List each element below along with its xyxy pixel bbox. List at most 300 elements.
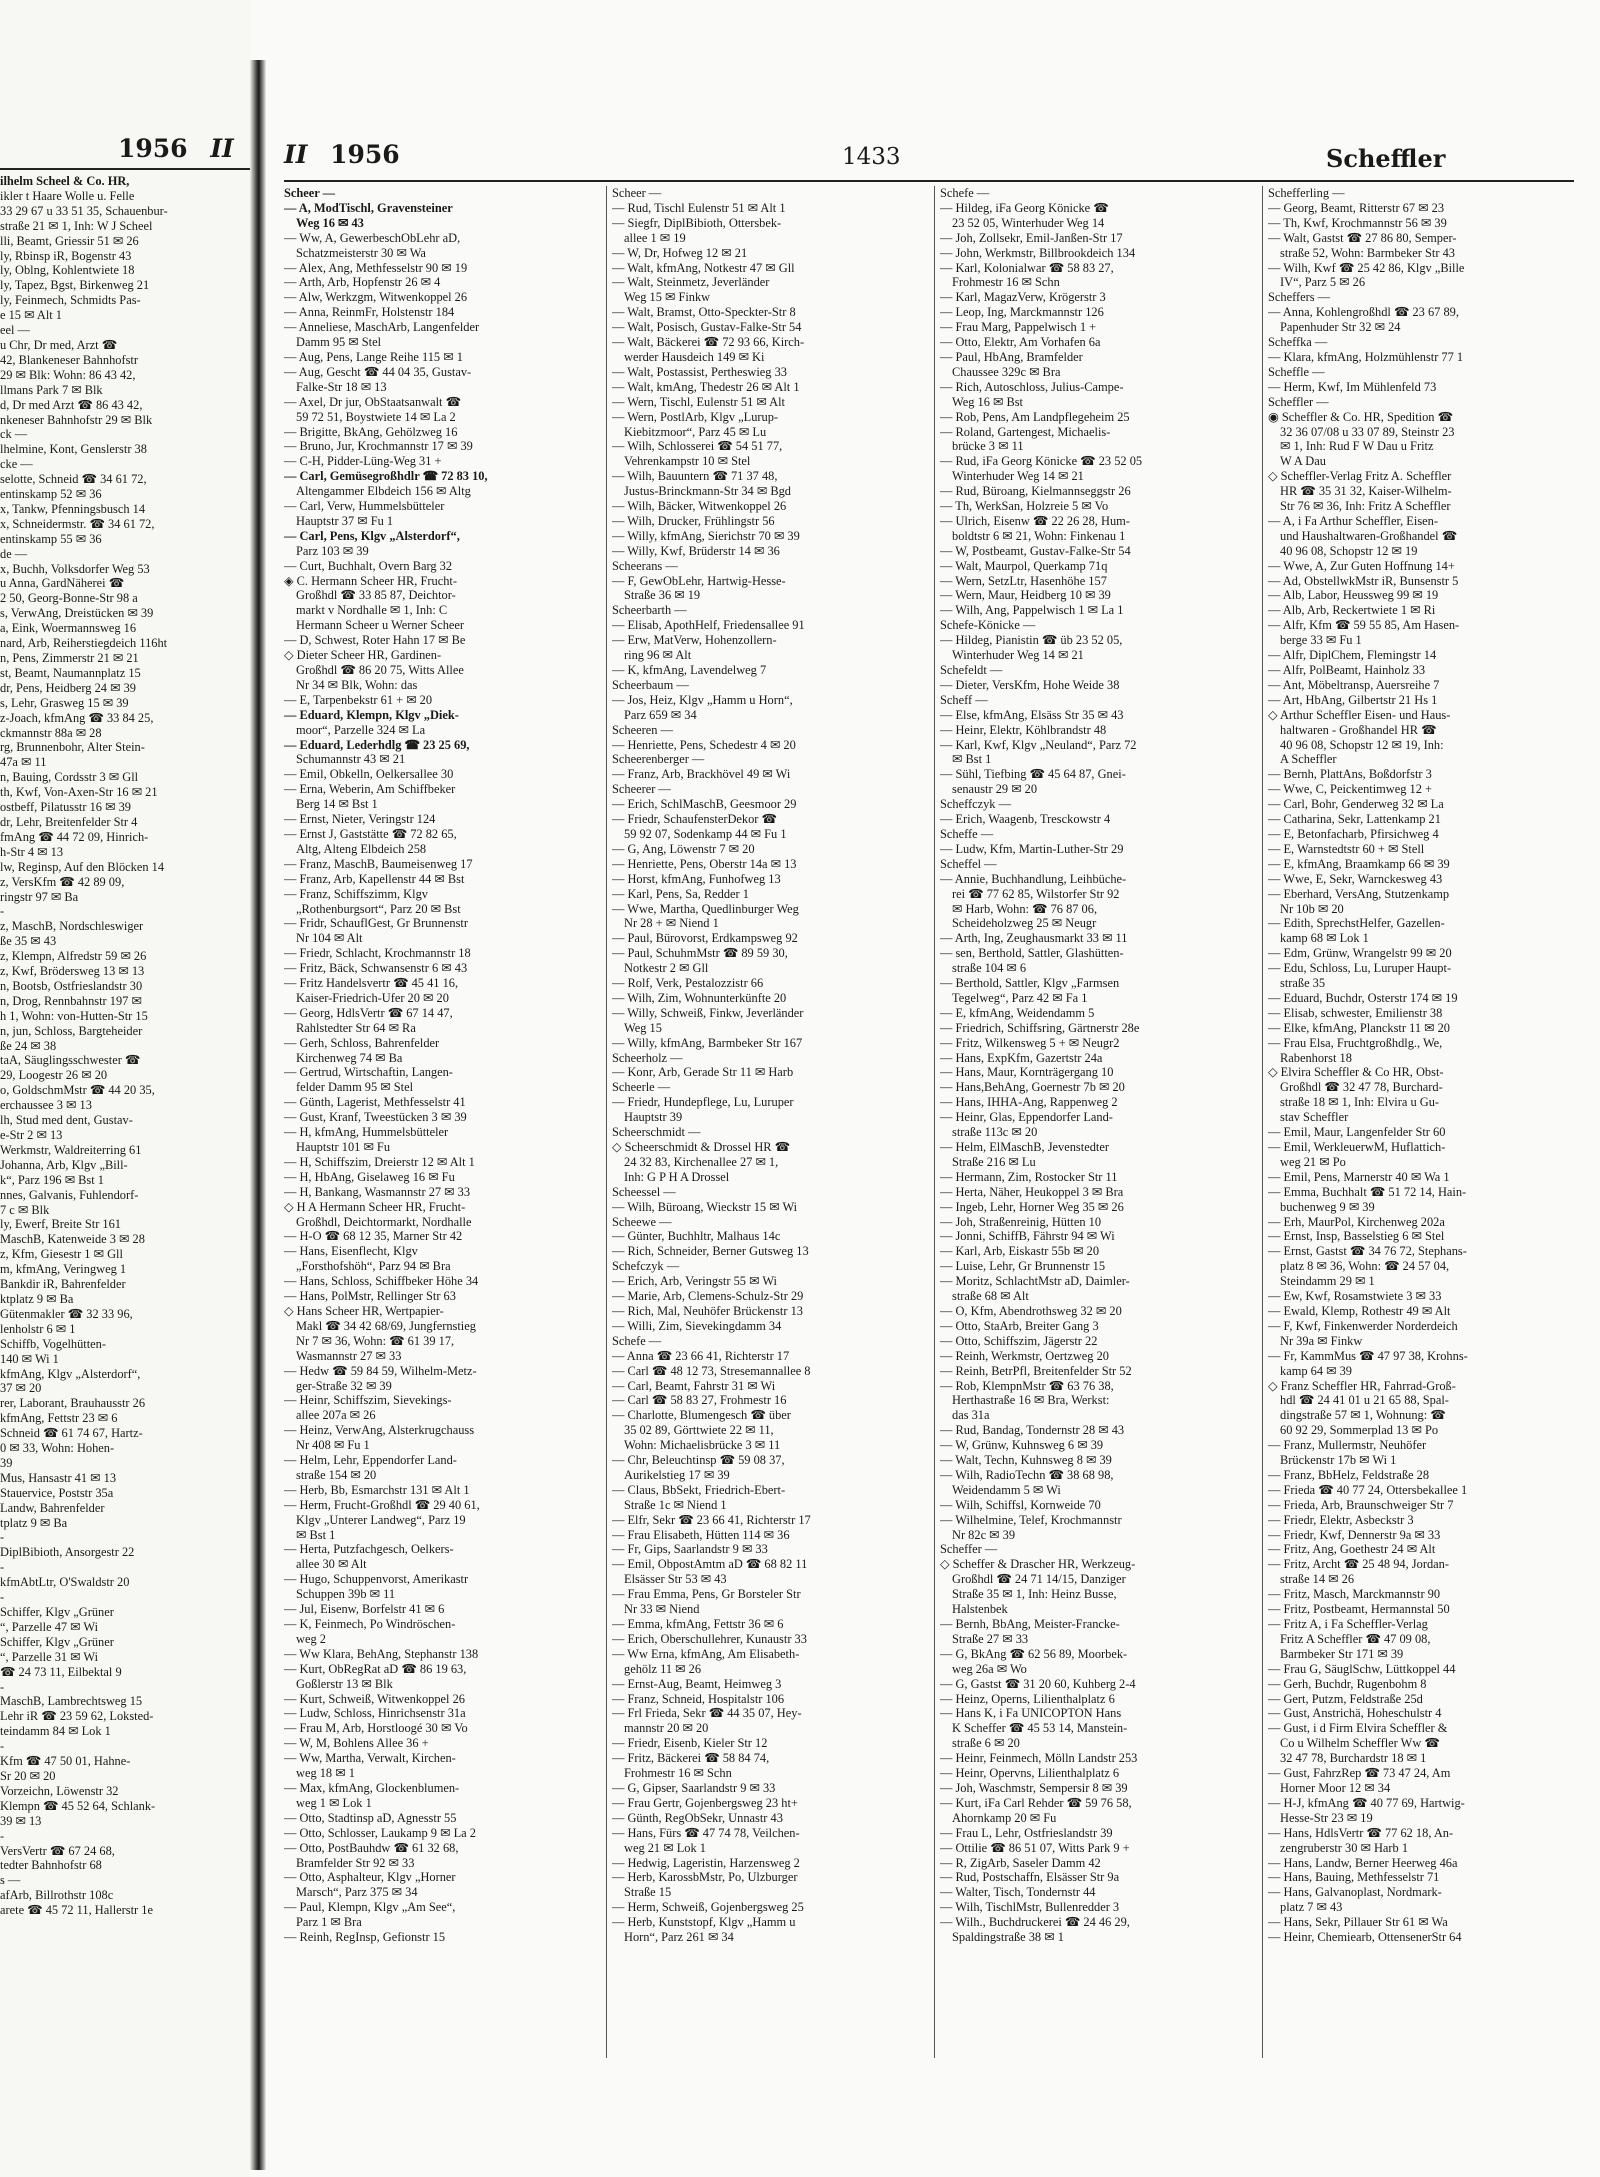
directory-entry-line: — Kurt, Schweiß, Witwenkoppel 26: [284, 1691, 465, 1706]
directory-entry-line: — Walt, Gastst ☎ 27 86 80, Semper-: [1268, 230, 1457, 245]
directory-entry-line: Horn“, Parz 261 ✉ 34: [624, 1930, 734, 1945]
directory-entry-line: 32 47 78, Burchardstr 18 ✉ 1: [1280, 1751, 1427, 1766]
directory-entry-line: straße 113c ✉ 20: [952, 1125, 1038, 1140]
directory-entry-line: llmans Park 7 ✉ Blk: [0, 382, 103, 397]
directory-entry-line: — Friedr, SchaufensterDekor ☎: [612, 812, 777, 827]
directory-entry-line: Nr 34 ✉ Blk, Wohn: das: [296, 677, 418, 692]
directory-entry-line: — Claus, BbSekt, Friedrich-Ebert-: [612, 1482, 786, 1497]
directory-entry-line: — Friedr, Kwf, Dennerstr 9a ✉ 33: [1268, 1527, 1441, 1542]
directory-entry-line: — Wern, Maur, Heidberg 10 ✉ 39: [940, 588, 1111, 603]
directory-entry-line: — Wilh, Kwf ☎ 25 42 86, Klgv „Bille: [1268, 260, 1465, 275]
directory-entry-line: — E, Warnstedtstr 60 + ✉ Stell: [1268, 841, 1425, 856]
directory-entry-line: -: [0, 904, 5, 919]
directory-entry-line: HR ☎ 35 31 32, Kaiser-Wilhelm-: [1280, 484, 1452, 499]
directory-entry-line: Nr 10b ✉ 20: [1280, 901, 1344, 916]
directory-entry-line: k“, Parz 196 ✉ Bst 1: [0, 1172, 104, 1187]
directory-entry-line: — Kurt, iFa Carl Rehder ☎ 59 76 58,: [940, 1795, 1132, 1810]
directory-entry-line: Scheideholzweg 25 ✉ Neugr: [952, 916, 1097, 931]
directory-entry-line: — Heinr, Elektr, Köhlbrandstr 48: [940, 722, 1107, 737]
directory-entry-line: — Franz, MaschB, Baumeisenweg 17: [284, 856, 473, 871]
directory-entry-line: Winterhuder Weg 14 ✉ 21: [952, 469, 1084, 484]
directory-entry-line: — Franz, Schiffszimm, Klgv: [284, 886, 428, 901]
directory-entry-line: — Alfr, DiplChem, Flemingstr 14: [1268, 648, 1437, 663]
directory-entry-line: — Otto, PostBauhdw ☎ 61 32 68,: [284, 1840, 459, 1855]
directory-entry-line: — H-J, kfmAng ☎ 40 77 69, Hartwig-: [1268, 1795, 1465, 1810]
directory-entry-line: — Gust, i d Firm Elvira Scheffler &: [1268, 1721, 1448, 1736]
directory-entry-line: ✉ Bst 1: [952, 752, 992, 767]
directory-entry-line: Johanna, Arb, Klgv „Bill-: [0, 1157, 128, 1172]
directory-entry-line: 24 32 83, Kirchenallee 27 ✉ 1,: [624, 1154, 779, 1169]
directory-entry-line: — Carl ☎ 58 83 27, Frohmestr 16: [612, 1393, 787, 1408]
directory-entry-line: Scheffle —: [1268, 364, 1325, 379]
directory-entry-line: — Catharina, Sekr, Lattenkamp 21: [1268, 812, 1441, 827]
directory-entry-line: — Walter, Tisch, Tondernstr 44: [940, 1885, 1096, 1900]
directory-entry-line: — Hans, Bauing, Methfesselstr 71: [1268, 1870, 1440, 1885]
directory-entry-line: — Friedrich, Schiffsring, Gärtnerstr 28e: [940, 1020, 1140, 1035]
directory-entry-line: weg 1 ✉ Lok 1: [296, 1795, 372, 1810]
directory-entry-line: weg 21 ✉ Po: [1280, 1154, 1346, 1169]
directory-entry-line: — D, Schwest, Roter Hahn 17 ✉ Be: [284, 633, 466, 648]
directory-entry-line: Werkmstr, Waldreiterring 61: [0, 1142, 142, 1157]
directory-entry-line: — Luise, Lehr, Gr Brunnenstr 15: [940, 1259, 1106, 1274]
column-divider-3: [1262, 186, 1263, 2058]
directory-entry-line: boldtstr 6 ✉ 21, Wohn: Finkenau 1: [952, 528, 1126, 543]
directory-entry-line: Scheeren —: [612, 722, 673, 737]
directory-entry-line: Scheerbarth —: [612, 603, 687, 618]
column-2: [612, 186, 928, 2066]
directory-entry-line: dr, Lehr, Breitenfelder Str 4: [0, 814, 138, 829]
directory-entry-line: — Wwe, E, Sekr, Warnckesweg 43: [1268, 871, 1443, 886]
directory-entry-line: arete ☎ 45 72 11, Hallerstr 1e: [0, 1903, 153, 1918]
directory-entry-line: — G, Gastst ☎ 31 20 60, Kuhberg 2-4: [940, 1676, 1136, 1691]
directory-entry-line: — Jonni, SchiffB, Fährstr 94 ✉ Wi: [940, 1229, 1115, 1244]
directory-entry-line: — Jul, Eisenw, Borfelstr 41 ✉ 6: [284, 1602, 445, 1617]
directory-entry-line: felder Damm 95 ✉ Stel: [296, 1080, 414, 1095]
directory-entry-line: e 15 ✉ Alt 1: [0, 308, 63, 323]
directory-entry-line: teindamm 84 ✉ Lok 1: [0, 1724, 111, 1739]
directory-entry-line: n, Bauing, Cordsstr 3 ✉ Gll: [0, 770, 139, 785]
directory-entry-line: Hauptstr 37 ✉ Fu 1: [296, 513, 394, 528]
directory-entry-line: — Günter, Buchhltr, Malhaus 14c: [612, 1229, 781, 1244]
directory-entry-line: — Siegfr, DiplBibioth, Ottersbek-: [612, 215, 782, 230]
directory-entry-line: Rahlstedter Str 64 ✉ Ra: [296, 1020, 416, 1035]
directory-entry-line: ☎ 24 73 11, Eilbektal 9: [0, 1664, 122, 1679]
directory-entry-line: Aurikelstieg 17 ✉ 39: [624, 1467, 730, 1482]
directory-entry-line: — Edith, SprechstHelfer, Gazellen-: [1268, 916, 1445, 931]
directory-entry-line: — Curt, Buchhalt, Overn Barg 32: [284, 558, 453, 573]
directory-entry-line: Scheffers —: [1268, 290, 1331, 305]
directory-entry-line: Gütenmakler ☎ 32 33 96,: [0, 1306, 133, 1321]
directory-entry-line: — Wilh, Schiffsl, Kornweide 70: [940, 1497, 1101, 1512]
directory-entry-line: straße 21 ✉ 1, Inh: W J Scheel: [0, 218, 153, 233]
directory-entry-line: z-Joach, kfmAng ☎ 33 84 25,: [0, 710, 154, 725]
directory-entry-line: platz 7 ✉ 43: [1280, 1900, 1343, 1915]
directory-entry-line: 32 36 07/08 u 33 07 89, Steinstr 23: [1280, 424, 1455, 439]
directory-entry-line: Straße 216 ✉ Lu: [952, 1154, 1036, 1169]
directory-entry-line: ckmannstr 88a ✉ 28: [0, 725, 102, 740]
directory-entry-line: — E, kfmAng, Weidendamm 5: [940, 1005, 1095, 1020]
directory-entry-line: Altg, Alteng Elbdeich 258: [296, 841, 427, 856]
directory-entry-line: Scheer —: [284, 186, 336, 200]
directory-entry-line: ◇ Scheffler-Verlag Fritz A. Scheffler: [1268, 469, 1452, 484]
directory-entry-line: — Emil, Pens, Marnerstr 40 ✉ Wa 1: [1268, 1169, 1450, 1184]
left-page: [0, 0, 250, 2177]
directory-entry-line: „Rothenburgsort“, Parz 20 ✉ Bst: [296, 901, 461, 916]
directory-entry-line: z, Kwf, Brödersweg 13 ✉ 13: [0, 964, 145, 979]
directory-entry-line: — Brigitte, BkAng, Gehölzweg 16: [284, 424, 458, 439]
directory-entry-line: n, Drog, Rennbahnstr 197 ✉: [0, 993, 142, 1008]
directory-entry-line: MaschB, Katenweide 3 ✉ 28: [0, 1232, 145, 1247]
directory-entry-line: — H, HbAng, Giselaweg 16 ✉ Fu: [284, 1169, 455, 1184]
directory-entry-line: Herthastraße 16 ✉ Bra, Werkst:: [952, 1393, 1110, 1408]
directory-entry-line: — Elisab, schwester, Emilienstr 38: [1268, 1005, 1443, 1020]
directory-entry-line: — Hugo, Schuppenvorst, Amerikastr: [284, 1572, 469, 1587]
directory-entry-line: Schefe —: [612, 1333, 662, 1348]
directory-entry-line: das 31a: [952, 1408, 990, 1423]
directory-entry-line: — Frau L, Lehr, Ostfrieslandstr 39: [940, 1825, 1113, 1840]
directory-entry-line: Tegelweg“, Parz 42 ✉ Fa 1: [952, 990, 1088, 1005]
directory-entry-line: Altengammer Elbdeich 156 ✉ Altg: [296, 484, 471, 499]
directory-entry-line: — Heinr, Glas, Eppendorfer Land-: [940, 1110, 1113, 1125]
directory-entry-line: Schneid ☎ 61 74 67, Hartz-: [0, 1426, 143, 1441]
directory-entry-line: taA, Säuglingsschwester ☎: [0, 1053, 141, 1068]
directory-entry-line: Nr 104 ✉ Alt: [296, 931, 363, 946]
directory-entry-line: Schefferling —: [1268, 186, 1345, 200]
column-divider-1: [606, 186, 607, 2058]
directory-entry-line: — Paul, HbAng, Bramfelder: [940, 349, 1083, 364]
directory-entry-line: — Gert, Putzm, Feldstraße 25d: [1268, 1691, 1423, 1706]
directory-entry-line: — Hans, ExpKfm, Gazertstr 24a: [940, 1050, 1103, 1065]
directory-entry-line: — Wilh, TischlMstr, Bullenredder 3: [940, 1900, 1120, 1915]
directory-entry-line: Steindamm 29 ✉ 1: [1280, 1274, 1375, 1289]
directory-entry-line: o, GoldschmMstr ☎ 44 20 35,: [0, 1083, 155, 1098]
directory-entry-line: Scheffel —: [940, 856, 997, 871]
directory-entry-line: Großhdl, Deichtormarkt, Nordhalle: [296, 1214, 472, 1229]
directory-entry-line: — R, ZigArb, Saseler Damm 42: [940, 1855, 1101, 1870]
directory-entry-line: — John, Werkmstr, Billbrookdeich 134: [940, 245, 1136, 260]
directory-entry-line: — Th, Kwf, Krochmannstr 56 ✉ 39: [1268, 215, 1447, 230]
directory-entry-line: — Frau Marg, Pappelwisch 1 +: [940, 320, 1097, 335]
directory-entry-line: — Rud, Büroang, Kielmannseggstr 26: [940, 484, 1131, 499]
right-page: [266, 0, 1600, 2177]
directory-entry-line: Kirchenweg 74 ✉ Ba: [296, 1050, 403, 1065]
directory-entry-line: — Heinr, Chemiearb, OttensenerStr 64: [1268, 1930, 1462, 1945]
directory-entry-line: ringstr 97 ✉ Ba: [0, 889, 79, 904]
directory-entry-line: Weg 16 ✉ Bst: [952, 394, 1023, 409]
directory-entry-line: entinskamp 55 ✉ 36: [0, 531, 102, 546]
directory-entry-line: — Fritz, Postbeamt, Hermannstal 50: [1268, 1602, 1450, 1617]
directory-entry-line: — Arth, Ing, Zeughausmarkt 33 ✉ 11: [940, 931, 1128, 946]
directory-entry-line: — Alb, Arb, Reckertwiete 1 ✉ Ri: [1268, 603, 1436, 618]
directory-entry-line: — W, M, Bohlens Allee 36 +: [284, 1736, 429, 1751]
directory-entry-line: nkeneser Bahnhofstr 29 ✉ Blk: [0, 412, 153, 427]
directory-entry-line: — Gerh, Buchdr, Rugenbohm 8: [1268, 1676, 1427, 1691]
directory-entry-line: — Günth, Lagerist, Methfesselstr 41: [284, 1095, 466, 1110]
directory-entry-line: — Emil, Obkelln, Oelkersallee 30: [284, 767, 454, 782]
directory-entry-line: Frohmestr 16 ✉ Schn: [624, 1766, 732, 1781]
directory-entry-line: — Ant, Möbeltransp, Auersreihe 7: [1268, 677, 1440, 692]
directory-entry-line: ße 24 ✉ 38: [0, 1038, 57, 1053]
directory-entry-line: ◇ H A Hermann Scheer HR, Frucht-: [284, 1199, 466, 1214]
directory-entry-line: Winterhuder Weg 14 ✉ 21: [952, 648, 1084, 663]
directory-entry-line: Schiffer, Klgv „Grüner: [0, 1634, 114, 1649]
directory-entry-line: — Heinr, Feinmech, Mölln Landstr 253: [940, 1751, 1138, 1766]
directory-entry-line: z, MaschB, Nordschleswiger: [0, 919, 144, 934]
directory-entry-line: Großhdl ☎ 24 71 14/15, Danziger: [952, 1572, 1126, 1587]
directory-entry-line: Parz 659 ✉ 34: [624, 707, 697, 722]
directory-entry-line: — Rud, Tischl Eulenstr 51 ✉ Alt 1: [612, 200, 786, 215]
directory-entry-line: — Reinh, RegInsp, Gefionstr 15: [284, 1930, 446, 1945]
directory-entry-line: — Frieda, Arb, Braunschweiger Str 7: [1268, 1497, 1454, 1512]
directory-entry-line: Scheffka —: [1268, 335, 1328, 350]
directory-entry-line: 29 ✉ Blk: Wohn: 86 43 42,: [0, 367, 136, 382]
directory-entry-line: — Gust, Kranf, Tweestücken 3 ✉ 39: [284, 1110, 467, 1125]
directory-entry-line: — Franz, Arb, Kapellenstr 44 ✉ Bst: [284, 871, 465, 886]
directory-entry-line: -: [0, 1679, 5, 1694]
directory-entry-line: — Fr, KammMus ☎ 47 97 38, Krohns-: [1268, 1348, 1468, 1363]
directory-entry-line: W A Dau: [1280, 454, 1326, 469]
directory-entry-line: 23 52 05, Winterhuder Weg 14: [952, 215, 1105, 230]
directory-entry-line: lenholstr 6 ✉ 1: [0, 1321, 76, 1336]
directory-entry-line: — Eberhard, VersAng, Stutzenkamp: [1268, 886, 1450, 901]
directory-entry-line: Horner Moor 12 ✉ 34: [1280, 1780, 1391, 1795]
directory-entry-line: ◇ Hans Scheer HR, Wertpapier-: [284, 1303, 444, 1318]
directory-entry-line: — Karl, Kwf, Klgv „Neuland“, Parz 72: [940, 737, 1137, 752]
directory-entry-line: ◈ C. Hermann Scheer HR, Frucht-: [284, 573, 457, 588]
directory-entry-line: Landw, Bahrenfelder: [0, 1500, 105, 1515]
directory-entry-line: — Jos, Heiz, Klgv „Hamm u Horn“,: [612, 692, 793, 707]
directory-entry-line: — Wilhelmine, Telef, Krochmannstr: [940, 1512, 1122, 1527]
directory-entry-line: — Ernst-Aug, Beamt, Heimweg 3: [612, 1676, 782, 1691]
directory-entry-line: lli, Beamt, Griessir 51 ✉ 26: [0, 233, 139, 248]
directory-entry-line: — Axel, Dr jur, ObStaatsanwalt ☎: [284, 394, 462, 409]
directory-entry-line: Straße 15: [624, 1885, 672, 1900]
directory-entry-line: — G, BkAng ☎ 62 56 89, Moorbek-: [940, 1646, 1128, 1661]
directory-entry-line: — Ludw, Schloss, Hinrichsenstr 31a: [284, 1706, 466, 1721]
directory-entry-line: — Carl, Beamt, Fahrstr 31 ✉ Wi: [612, 1378, 776, 1393]
directory-entry-line: 40 96 08, Schopstr 12 ✉ 19, Inh:: [1280, 737, 1444, 752]
directory-entry-line: -: [0, 1560, 5, 1575]
directory-entry-line: lh, Stud med dent, Gustav-: [0, 1113, 133, 1128]
directory-entry-line: Scheerans —: [612, 558, 678, 573]
directory-entry-line: — Gust, FahrzRep ☎ 73 47 24, Am: [1268, 1766, 1451, 1781]
directory-entry-line: — Th, WerkSan, Holzreie 5 ✉ Vo: [940, 499, 1109, 514]
directory-entry-line: — Wilh, Schlosserei ☎ 54 51 77,: [612, 439, 783, 454]
directory-entry-line: Justus-Brinckmann-Str 34 ✉ Bgd: [624, 484, 791, 499]
directory-entry-line: 2 50, Georg-Bonne-Str 98 a: [0, 591, 138, 606]
directory-entry-line: Schefe —: [940, 186, 990, 200]
directory-entry-line: eel —: [0, 323, 30, 338]
directory-entry-line: — Hans K, i Fa UNICOPTON Hans: [940, 1706, 1122, 1721]
directory-entry-line: 7 c ✉ Blk: [0, 1202, 50, 1217]
directory-entry-line: Hesse-Str 23 ✉ 19: [1280, 1810, 1373, 1825]
directory-entry-line: — F, Kwf, Finkenwerder Norderdeich: [1268, 1318, 1458, 1333]
directory-entry-line: Parz 103 ✉ 39: [296, 543, 369, 558]
directory-entry-line: Großhdl ☎ 32 47 78, Burchard-: [1280, 1080, 1443, 1095]
directory-entry-line: — Eduard, Lederhdlg ☎ 23 25 69,: [284, 737, 470, 752]
directory-entry-line: tedter Bahnhofstr 68: [0, 1858, 102, 1873]
directory-entry-line: DiplBibioth, Ansorgestr 22: [0, 1545, 135, 1560]
directory-entry-line: Parz 1 ✉ Bra: [296, 1915, 362, 1930]
directory-entry-line: 37 ✉ 20: [0, 1381, 42, 1396]
directory-entry-line: Schatzmeisterstr 30 ✉ Wa: [296, 245, 426, 260]
directory-entry-line: — Friedr, Schlacht, Krochmannstr 18: [284, 946, 471, 961]
directory-entry-line: Schuppen 39b ✉ 11: [296, 1587, 396, 1602]
directory-entry-line: Straße 1c ✉ Niend 1: [624, 1497, 727, 1512]
directory-entry-line: moor“, Parzelle 324 ✉ La: [296, 722, 426, 737]
directory-entry-line: — Hedw ☎ 59 84 59, Wilhelm-Metz-: [284, 1363, 477, 1378]
directory-entry-line: Makl ☎ 34 42 68/69, Jungfernstieg: [296, 1318, 476, 1333]
directory-entry-line: Schefe-Könicke —: [940, 618, 1036, 633]
directory-entry-line: a, Eink, Woermannsweg 16: [0, 621, 137, 636]
directory-entry-line: — Frau M, Arb, Horstloogé 30 ✉ Vo: [284, 1721, 468, 1736]
directory-entry-line: — Walt, Postassist, Pertheswieg 33: [612, 364, 787, 379]
directory-entry-line: Kaiser-Friedrich-Ufer 20 ✉ 20: [296, 990, 449, 1005]
directory-entry-line: — O, Kfm, Abendrothsweg 32 ✉ 20: [940, 1303, 1122, 1318]
directory-entry-line: zengruberstr 30 ✉ Harb 1: [1280, 1840, 1409, 1855]
directory-entry-line: — Karl, Pens, Sa, Redder 1: [612, 886, 749, 901]
directory-entry-line: — C-H, Pidder-Lüng-Weg 31 +: [284, 454, 442, 469]
directory-entry-line: ly, Tapez, Bgst, Birkenweg 21: [0, 278, 150, 293]
directory-entry-line: — Walt, kfmAng, Notkestr 47 ✉ Gll: [612, 260, 795, 275]
directory-entry-line: — Bernh, PlattAns, Boßdorfstr 3: [1268, 767, 1432, 782]
directory-entry-line: Wasmannstr 27 ✉ 33: [296, 1348, 402, 1363]
directory-entry-line: straße 154 ✉ 20: [296, 1467, 377, 1482]
directory-entry-line: — Wilh, Bauuntern ☎ 71 37 48,: [612, 469, 778, 484]
directory-entry-line: — Erna, Weberin, Am Schiffbeker: [284, 782, 456, 797]
running-head: Scheffler: [1326, 144, 1446, 173]
directory-entry-line: z, Kfm, Giesestr 1 ✉ Gll: [0, 1247, 123, 1262]
directory-entry-line: — K, Feinmech, Po Windröschen-: [284, 1617, 456, 1631]
directory-entry-line: 0 ✉ 33, Wohn: Hohen-: [0, 1441, 115, 1456]
directory-entry-line: — Henriette, Pens, Schedestr 4 ✉ 20: [612, 737, 796, 752]
directory-entry-line: — Klara, kfmAng, Holzmühlenstr 77 1: [1268, 349, 1464, 364]
directory-entry-line: Scheerer —: [612, 782, 671, 797]
directory-entry-line: selotte, Schneid ☎ 34 61 72,: [0, 472, 147, 487]
directory-entry-line: — Horst, kfmAng, Funhofweg 13: [612, 871, 781, 886]
directory-entry-line: — Walt, Maurpol, Querkamp 71q: [940, 558, 1108, 573]
directory-entry-line: de —: [0, 546, 28, 561]
right-header-left: [284, 140, 400, 169]
directory-entry-line: — Herb, Kunststopf, Klgv „Hamm u: [612, 1915, 796, 1930]
directory-entry-line: — Ww, Martha, Verwalt, Kirchen-: [284, 1751, 456, 1766]
directory-entry-line: — W, Grünw, Kuhnsweg 6 ✉ 39: [940, 1438, 1104, 1453]
column-divider-2: [934, 186, 935, 2058]
directory-entry-line: — Walt, Bramst, Otto-Speckter-Str 8: [612, 305, 796, 320]
directory-entry-line: — Edm, Grünw, Wrangelstr 99 ✉ 20: [1268, 946, 1452, 961]
directory-entry-line: Scheerbaum —: [612, 677, 689, 692]
directory-entry-line: x, Tankw, Pfenningsbusch 14: [0, 501, 146, 516]
directory-entry-line: Chaussee 329c ✉ Bra: [952, 364, 1061, 379]
directory-entry-line: — H, Bankang, Wasmannstr 27 ✉ 33: [284, 1184, 471, 1199]
directory-entry-line: — Günth, RegObSekr, Unnastr 43: [612, 1810, 783, 1825]
directory-entry-line: Nr 408 ✉ Fu 1: [296, 1438, 370, 1453]
directory-entry-line: — Franz, BbHelz, Feldstraße 28: [1268, 1467, 1430, 1482]
directory-entry-line: — Herta, Näher, Heukoppel 3 ✉ Bra: [940, 1184, 1124, 1199]
directory-entry-line: Vorzeichn, Löwenstr 32: [0, 1783, 119, 1798]
directory-entry-line: Scheerschmidt —: [612, 1125, 701, 1140]
directory-entry-line: — Alfr, PolBeamt, Hainholz 33: [1268, 663, 1426, 677]
directory-entry-line: — Rob, Pens, Am Landpflegeheim 25: [940, 409, 1130, 424]
directory-entry-line: — Carl, Gemüsegroßhdlr ☎ 72 83 10,: [284, 469, 488, 484]
directory-entry-line: — Fritz A, i Fa Scheffler-Verlag: [1268, 1617, 1428, 1631]
directory-entry-line: — Ww, A, GewerbeschObLehr aD,: [284, 230, 461, 245]
directory-entry-line: Scheerenberger —: [612, 752, 705, 767]
directory-entry-line: ◇ Scheffer & Drascher HR, Werkzeug-: [940, 1557, 1136, 1572]
directory-entry-line: — Annie, Buchhandlung, Leihbüche-: [940, 871, 1127, 886]
directory-entry-line: u Anna, GardNäherei ☎: [0, 576, 125, 591]
directory-entry-line: — Elfr, Sekr ☎ 23 66 41, Richterstr 17: [612, 1512, 811, 1527]
directory-entry-line: Klgv „Unterer Landweg“, Parz 19: [296, 1512, 466, 1527]
directory-entry-line: s —: [0, 1873, 21, 1888]
directory-entry-line: 29, Loogestr 26 ✉ 20: [0, 1068, 108, 1083]
directory-entry-line: stav Scheffler: [1280, 1110, 1349, 1125]
directory-entry-line: — Herta, Putzfachgesch, Oelkers-: [284, 1542, 454, 1557]
directory-entry-line: Elsässer Str 53 ✉ 43: [624, 1572, 727, 1587]
directory-entry-line: afArb, Billrothstr 108c: [0, 1888, 114, 1903]
directory-entry-line: — Franz, Mullermstr, Neuhöfer: [1268, 1438, 1427, 1453]
directory-entry-line: — Wilh, Zim, Wohnunterkünfte 20: [612, 990, 787, 1005]
directory-entry-line: nard, Arb, Reiherstiegdeich 116ht: [0, 636, 168, 651]
page-number: 1433: [842, 144, 901, 170]
directory-entry-line: s, Lehr, Grasweg 15 ✉ 39: [0, 695, 129, 710]
directory-entry-line: ilhelm Scheel & Co. HR,: [0, 174, 130, 188]
directory-entry-line: Weidendamm 5 ✉ Wi: [952, 1482, 1061, 1497]
directory-entry-line: — Hans, IHHA-Ang, Rappenweg 2: [940, 1095, 1118, 1110]
directory-entry-line: — Gust, Anstrichä, Hoheschulstr 4: [1268, 1706, 1442, 1721]
directory-entry-line: — Herm, Frucht-Großhdl ☎ 29 40 61,: [284, 1497, 480, 1512]
directory-entry-line: — Walt, Steinmetz, Jeverländer: [612, 275, 770, 290]
column-1: [284, 186, 600, 2066]
directory-entry-line: — Friedr, Hundepflege, Lu, Luruper: [612, 1095, 794, 1110]
directory-entry-line: — Wern, PostlArb, Klgv „Lurup-: [612, 409, 779, 424]
directory-entry-line: — Reinh, Werkmstr, Oertzweg 20: [940, 1348, 1109, 1363]
directory-entry-line: — Wern, Tischl, Eulenstr 51 ✉ Alt: [612, 394, 785, 409]
directory-entry-line: e-Str 2 ✉ 13: [0, 1128, 63, 1142]
directory-entry-line: 42, Blankeneser Bahnhofstr: [0, 352, 138, 367]
directory-entry-line: mannstr 20 ✉ 20: [624, 1721, 709, 1736]
directory-entry-line: — Ww Klara, BehAng, Stephanstr 138: [284, 1646, 479, 1661]
directory-entry-line: kfmAbtLtr, O'Swaldstr 20: [0, 1575, 130, 1590]
directory-entry-line: — Fritz, Bäckerei ☎ 58 84 74,: [612, 1751, 770, 1766]
directory-entry-line: — Frl Frieda, Sekr ☎ 44 35 07, Hey-: [612, 1706, 802, 1721]
directory-entry-line: n, Bootsb, Ostfrieslandstr 30: [0, 978, 143, 993]
directory-entry-line: — Willy, kfmAng, Sierichstr 70 ✉ 39: [612, 528, 800, 543]
directory-entry-line: haltwaren - Großhandel HR ☎: [1280, 722, 1437, 737]
directory-entry-line: z, Klempn, Alfredstr 59 ✉ 26: [0, 949, 147, 964]
directory-entry-line: buchenweg 9 ✉ 39: [1280, 1199, 1375, 1214]
left-page-column: [0, 174, 246, 2054]
directory-entry-line: — Wilh, Drucker, Frühlingstr 56: [612, 513, 775, 528]
directory-entry-line: straße 68 ✉ Alt: [952, 1289, 1029, 1304]
directory-entry-line: ktplatz 9 ✉ Ba: [0, 1291, 74, 1306]
directory-entry-line: — K, kfmAng, Lavendelweg 7: [612, 663, 767, 677]
directory-entry-line: 39 ✉ 13: [0, 1813, 42, 1828]
directory-entry-line: Inh: G P H A Drossel: [624, 1169, 730, 1184]
directory-entry-line: — Hermann, Zim, Rostocker Str 11: [940, 1169, 1118, 1184]
directory-entry-line: — Rich, Autoschloss, Julius-Campe-: [940, 379, 1124, 394]
directory-entry-line: ly, Oblng, Kohlentwiete 18: [0, 263, 135, 278]
directory-entry-line: weg 26a ✉ Wo: [952, 1661, 1027, 1676]
directory-entry-line: — Joh, Zollsekr, Emil-Janßen-Str 17: [940, 230, 1123, 245]
directory-entry-line: — Helm, Lehr, Eppendorfer Land-: [284, 1453, 457, 1468]
directory-entry-line: n, jun, Schloss, Bargteheider: [0, 1023, 143, 1038]
right-header-part: II: [284, 140, 308, 169]
directory-entry-line: ◇ Scheerschmidt & Drossel HR ☎: [612, 1140, 791, 1154]
directory-entry-line: -: [0, 1530, 5, 1545]
directory-entry-line: — Wwe, A, Zur Guten Hoffnung 14+: [1268, 558, 1455, 573]
directory-entry-line: 59 72 51, Boystwiete 14 ✉ La 2: [296, 409, 456, 424]
